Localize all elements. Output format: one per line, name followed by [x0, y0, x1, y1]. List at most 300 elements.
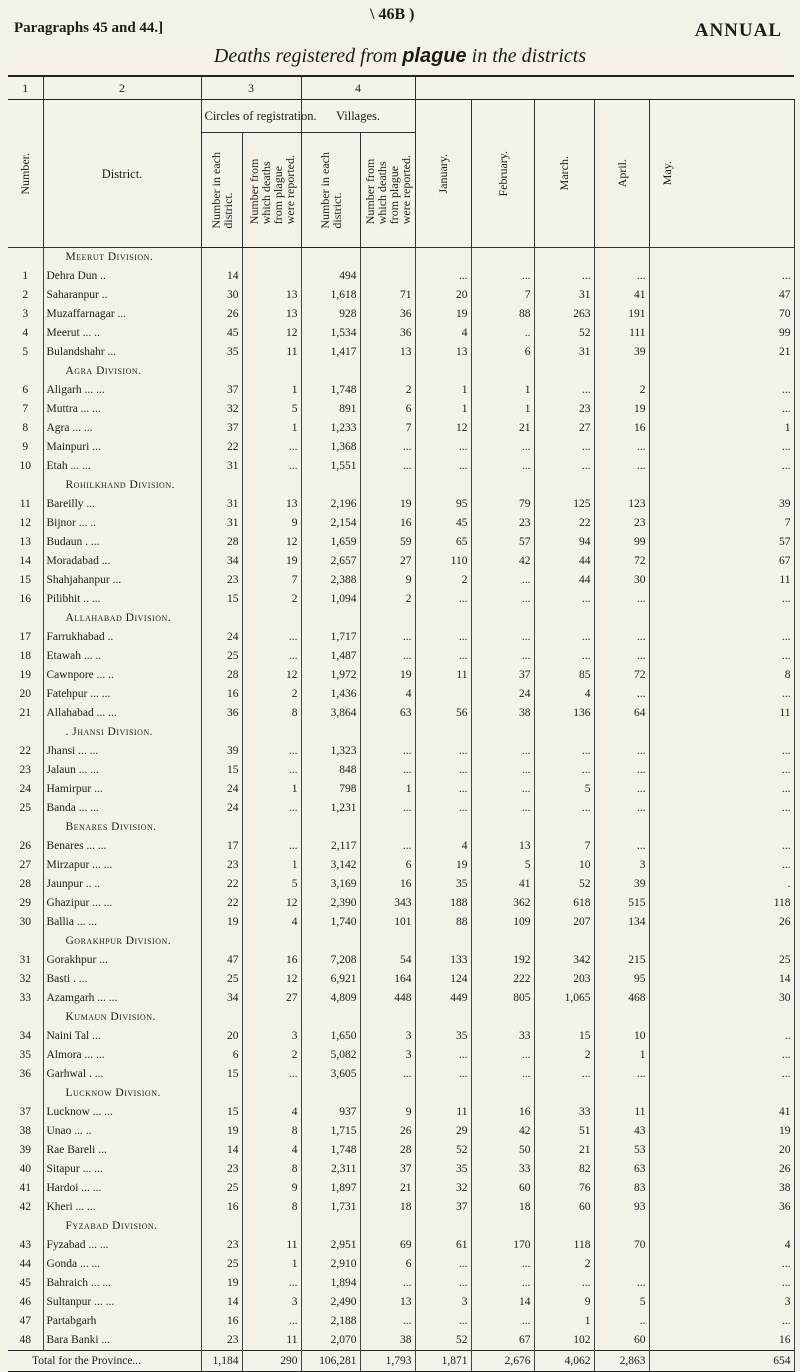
villages-count: 1,368 — [301, 438, 360, 457]
district-name: Gonda ... ... — [43, 1255, 201, 1274]
circles-reported: 9 — [242, 1179, 301, 1198]
division-header-row — [8, 248, 794, 268]
deaths-april: 72 — [594, 666, 649, 685]
empty-cell — [201, 248, 242, 268]
table-row — [8, 1236, 794, 1255]
deaths-february: ... — [471, 780, 534, 799]
villages-count: 891 — [301, 400, 360, 419]
deaths-may: 25 — [649, 951, 794, 970]
empty-cell — [242, 723, 301, 742]
empty-cell — [594, 1084, 649, 1103]
deaths-april: 99 — [594, 533, 649, 552]
empty-cell — [534, 1084, 594, 1103]
row-number: 22 — [8, 742, 43, 761]
empty-cell — [649, 609, 794, 628]
deaths-february: ... — [471, 647, 534, 666]
circles-reported: 16 — [242, 951, 301, 970]
header-circles-number: Number in each district. — [201, 133, 242, 248]
circles-reported: 19 — [242, 552, 301, 571]
deaths-january: 35 — [415, 875, 471, 894]
deaths-january: 12 — [415, 419, 471, 438]
district-name: Banda ... ... — [43, 799, 201, 818]
empty-cell — [8, 723, 43, 742]
row-number: 3 — [8, 305, 43, 324]
circles-count: 15 — [201, 761, 242, 780]
table-row — [8, 1160, 794, 1179]
circles-count: 25 — [201, 1255, 242, 1274]
circles-count: 37 — [201, 419, 242, 438]
deaths-january: 45 — [415, 514, 471, 533]
division-header-row — [8, 818, 794, 837]
empty-cell — [301, 1084, 360, 1103]
deaths-february: ... — [471, 571, 534, 590]
table-row — [8, 685, 794, 704]
villages-count: 7,208 — [301, 951, 360, 970]
empty-cell — [534, 723, 594, 742]
row-number: 41 — [8, 1179, 43, 1198]
empty-cell — [301, 723, 360, 742]
deaths-february: ... — [471, 1274, 534, 1293]
table-subtitle — [0, 45, 800, 68]
table-row — [8, 571, 794, 590]
villages-reported: ... — [360, 837, 415, 856]
deaths-april: ... — [594, 761, 649, 780]
table-row — [8, 1141, 794, 1160]
empty-cell — [8, 476, 43, 495]
deaths-february: 41 — [471, 875, 534, 894]
district-name: Bahraich ... ... — [43, 1274, 201, 1293]
villages-count: 1,659 — [301, 533, 360, 552]
deaths-april: .. — [594, 1312, 649, 1331]
deaths-may: 39 — [649, 495, 794, 514]
villages-reported: 63 — [360, 704, 415, 723]
total-circles: 1,184 — [201, 1351, 242, 1372]
deaths-march: ... — [534, 1274, 594, 1293]
villages-reported: ... — [360, 1065, 415, 1084]
district-name: Meerut ... .. — [43, 324, 201, 343]
total-may: 654 — [649, 1351, 794, 1372]
district-name: Jaunpur .. .. — [43, 875, 201, 894]
deaths-april: ... — [594, 799, 649, 818]
circles-count: 19 — [201, 1274, 242, 1293]
deaths-march: 342 — [534, 951, 594, 970]
villages-reported: 18 — [360, 1198, 415, 1217]
header-february: February. — [471, 100, 534, 248]
row-number: 40 — [8, 1160, 43, 1179]
deaths-january: ... — [415, 628, 471, 647]
circles-reported — [242, 267, 301, 286]
deaths-february: 23 — [471, 514, 534, 533]
deaths-april: 30 — [594, 571, 649, 590]
deaths-april: ... — [594, 628, 649, 647]
district-name: Jalaun ... ... — [43, 761, 201, 780]
villages-count: 2,188 — [301, 1312, 360, 1331]
deaths-february: 42 — [471, 552, 534, 571]
deaths-may: ... — [649, 381, 794, 400]
row-number: 47 — [8, 1312, 43, 1331]
villages-count: 5,082 — [301, 1046, 360, 1065]
deaths-february: 13 — [471, 837, 534, 856]
empty-cell — [242, 362, 301, 381]
circles-count: 20 — [201, 1027, 242, 1046]
empty-cell — [360, 818, 415, 837]
deaths-april: ... — [594, 837, 649, 856]
villages-count: 6,921 — [301, 970, 360, 989]
division-header-row — [8, 1217, 794, 1236]
empty-cell — [471, 476, 534, 495]
table-row — [8, 647, 794, 666]
empty-cell — [594, 609, 649, 628]
table-row — [8, 590, 794, 609]
deaths-january: 13 — [415, 343, 471, 362]
circles-count: 15 — [201, 590, 242, 609]
circles-reported: 8 — [242, 1160, 301, 1179]
table-row — [8, 951, 794, 970]
villages-reported: 28 — [360, 1141, 415, 1160]
deaths-april: 95 — [594, 970, 649, 989]
circles-reported: 8 — [242, 704, 301, 723]
villages-reported: 6 — [360, 1255, 415, 1274]
deaths-february: 7 — [471, 286, 534, 305]
deaths-january: 188 — [415, 894, 471, 913]
row-number: 5 — [8, 343, 43, 362]
deaths-march: ... — [534, 628, 594, 647]
circles-count: 14 — [201, 1141, 242, 1160]
table-row — [8, 457, 794, 476]
empty-cell — [534, 1008, 594, 1027]
circles-count: 31 — [201, 457, 242, 476]
table-row — [8, 438, 794, 457]
empty-cell — [594, 818, 649, 837]
deaths-january: 35 — [415, 1160, 471, 1179]
paragraph-reference: Paragraphs 45 and 44.] — [14, 20, 164, 36]
district-name: Dehra Dun .. — [43, 267, 201, 286]
district-name: Farrukhabad .. — [43, 628, 201, 647]
table-row — [8, 666, 794, 685]
circles-count: 28 — [201, 666, 242, 685]
district-name: Agra ... ... — [43, 419, 201, 438]
row-number: 17 — [8, 628, 43, 647]
villages-reported: 101 — [360, 913, 415, 932]
empty-cell — [360, 609, 415, 628]
empty-cell — [649, 723, 794, 742]
row-number: 18 — [8, 647, 43, 666]
circles-count: 35 — [201, 343, 242, 362]
district-name: Cawnpore ... .. — [43, 666, 201, 685]
empty-cell — [471, 723, 534, 742]
circles-count: 45 — [201, 324, 242, 343]
deaths-january: ... — [415, 1274, 471, 1293]
district-name: Jhansi ... ... — [43, 742, 201, 761]
division-name: Meerut Division. — [43, 248, 201, 268]
empty-cell — [301, 932, 360, 951]
deaths-may: ... — [649, 761, 794, 780]
row-number: 15 — [8, 571, 43, 590]
deaths-march: ... — [534, 742, 594, 761]
circles-reported: 1 — [242, 780, 301, 799]
villages-count: 2,311 — [301, 1160, 360, 1179]
table-row — [8, 324, 794, 343]
empty-cell — [649, 932, 794, 951]
deaths-february: 222 — [471, 970, 534, 989]
empty-cell — [649, 476, 794, 495]
villages-count: 1,094 — [301, 590, 360, 609]
empty-cell — [415, 248, 471, 268]
circles-reported: 2 — [242, 590, 301, 609]
deaths-january: 35 — [415, 1027, 471, 1046]
empty-cell — [471, 362, 534, 381]
empty-cell — [415, 932, 471, 951]
deaths-april: 123 — [594, 495, 649, 514]
deaths-february: 18 — [471, 1198, 534, 1217]
deaths-january: 19 — [415, 305, 471, 324]
empty-cell — [471, 1217, 534, 1236]
empty-cell — [534, 476, 594, 495]
deaths-march: ... — [534, 647, 594, 666]
district-name: Budaun . ... — [43, 533, 201, 552]
deaths-march: 9 — [534, 1293, 594, 1312]
header-villages-number: Number in each district. — [301, 133, 360, 248]
circles-reported: 8 — [242, 1122, 301, 1141]
district-name: Kheri ... ... — [43, 1198, 201, 1217]
empty-cell — [594, 723, 649, 742]
circles-count: 23 — [201, 1160, 242, 1179]
villages-count: 848 — [301, 761, 360, 780]
deaths-may: 38 — [649, 1179, 794, 1198]
empty-cell — [201, 609, 242, 628]
deaths-march: 31 — [534, 343, 594, 362]
deaths-may: ... — [649, 685, 794, 704]
deaths-february: ... — [471, 1255, 534, 1274]
deaths-may: 7 — [649, 514, 794, 533]
villages-reported: 19 — [360, 495, 415, 514]
deaths-january: 37 — [415, 1198, 471, 1217]
villages-reported: 343 — [360, 894, 415, 913]
villages-count: 3,142 — [301, 856, 360, 875]
deaths-may: ... — [649, 457, 794, 476]
deaths-april: ... — [594, 438, 649, 457]
villages-count: 4,809 — [301, 989, 360, 1008]
villages-reported: 448 — [360, 989, 415, 1008]
deaths-march: 44 — [534, 552, 594, 571]
villages-count: 1,487 — [301, 647, 360, 666]
deaths-january: ... — [415, 457, 471, 476]
empty-cell — [534, 1217, 594, 1236]
empty-cell — [534, 248, 594, 268]
deaths-may: ... — [649, 742, 794, 761]
circles-reported: ... — [242, 1065, 301, 1084]
circles-reported: 1 — [242, 381, 301, 400]
villages-reported — [360, 267, 415, 286]
deaths-may: ... — [649, 1274, 794, 1293]
empty-cell — [301, 818, 360, 837]
circles-count: 16 — [201, 1312, 242, 1331]
deaths-april: 468 — [594, 989, 649, 1008]
deaths-january: 61 — [415, 1236, 471, 1255]
total-row — [8, 1351, 794, 1372]
deaths-april: 63 — [594, 1160, 649, 1179]
deaths-may: 47 — [649, 286, 794, 305]
total-february: 2,676 — [471, 1351, 534, 1372]
empty-cell — [8, 1084, 43, 1103]
villages-reported: 164 — [360, 970, 415, 989]
district-name: Hamirpur ... — [43, 780, 201, 799]
deaths-april: 72 — [594, 552, 649, 571]
table-row — [8, 1179, 794, 1198]
villages-count: 928 — [301, 305, 360, 324]
deaths-march: ... — [534, 381, 594, 400]
circles-reported: 13 — [242, 495, 301, 514]
deaths-may: ... — [649, 837, 794, 856]
row-number: 38 — [8, 1122, 43, 1141]
deaths-january: ... — [415, 1046, 471, 1065]
deaths-april: 39 — [594, 343, 649, 362]
total-villages: 106,281 — [301, 1351, 360, 1372]
deaths-may: 4 — [649, 1236, 794, 1255]
deaths-may: ... — [649, 799, 794, 818]
empty-cell — [242, 932, 301, 951]
row-number: 14 — [8, 552, 43, 571]
group-header-row — [8, 100, 794, 133]
deaths-april: 23 — [594, 514, 649, 533]
district-name: Naini Tal ... — [43, 1027, 201, 1046]
villages-count: 494 — [301, 267, 360, 286]
deaths-february: 50 — [471, 1141, 534, 1160]
header-april: April. — [594, 100, 649, 248]
villages-count: 1,551 — [301, 457, 360, 476]
deaths-april: 43 — [594, 1122, 649, 1141]
deaths-april: ... — [594, 742, 649, 761]
deaths-january: 19 — [415, 856, 471, 875]
empty-cell — [534, 818, 594, 837]
circles-reported: ... — [242, 457, 301, 476]
table-row — [8, 1274, 794, 1293]
deaths-may: 16 — [649, 1331, 794, 1351]
deaths-may: 3 — [649, 1293, 794, 1312]
district-name: Ghazipur ... ... — [43, 894, 201, 913]
circles-reported: 4 — [242, 1141, 301, 1160]
deaths-may: 118 — [649, 894, 794, 913]
deaths-february: 42 — [471, 1122, 534, 1141]
deaths-march: 15 — [534, 1027, 594, 1046]
deaths-may: ... — [649, 628, 794, 647]
deaths-march: 31 — [534, 286, 594, 305]
deaths-march: ... — [534, 761, 594, 780]
deaths-february: 1 — [471, 381, 534, 400]
circles-reported: 1 — [242, 1255, 301, 1274]
deaths-february: 60 — [471, 1179, 534, 1198]
row-number: 9 — [8, 438, 43, 457]
circles-count: 23 — [201, 856, 242, 875]
row-number: 16 — [8, 590, 43, 609]
deaths-april: 111 — [594, 324, 649, 343]
villages-count: 1,748 — [301, 381, 360, 400]
villages-reported: ... — [360, 1274, 415, 1293]
header-january: January. — [415, 100, 471, 248]
table-row — [8, 533, 794, 552]
table-row — [8, 552, 794, 571]
circles-count: 36 — [201, 704, 242, 723]
empty-cell — [594, 248, 649, 268]
deaths-april: ... — [594, 647, 649, 666]
villages-reported: 13 — [360, 343, 415, 362]
villages-reported: 59 — [360, 533, 415, 552]
table-row — [8, 1103, 794, 1122]
deaths-march: 60 — [534, 1198, 594, 1217]
villages-reported: 6 — [360, 856, 415, 875]
villages-count: 3,605 — [301, 1065, 360, 1084]
row-number: 21 — [8, 704, 43, 723]
empty-cell — [649, 362, 794, 381]
deaths-may: ... — [649, 400, 794, 419]
deaths-may: 57 — [649, 533, 794, 552]
row-number: 48 — [8, 1331, 43, 1351]
circles-reported: ... — [242, 742, 301, 761]
subtitle-pre: Deaths registered from — [213, 45, 403, 67]
villages-reported: 19 — [360, 666, 415, 685]
row-number: 2 — [8, 286, 43, 305]
circles-count: 22 — [201, 894, 242, 913]
circles-reported: ... — [242, 628, 301, 647]
deaths-may: 8 — [649, 666, 794, 685]
division-header-row — [8, 1008, 794, 1027]
deaths-march: 207 — [534, 913, 594, 932]
empty-cell — [360, 1217, 415, 1236]
division-name: Lucknow Division. — [43, 1084, 201, 1103]
report-title: ANNUAL — [694, 20, 782, 41]
deaths-may: ... — [649, 590, 794, 609]
circles-reported: 2 — [242, 1046, 301, 1065]
villages-reported: ... — [360, 799, 415, 818]
deaths-january: 20 — [415, 286, 471, 305]
villages-reported: ... — [360, 647, 415, 666]
villages-reported: 71 — [360, 286, 415, 305]
empty-cell — [415, 818, 471, 837]
circles-count: 26 — [201, 305, 242, 324]
deaths-february: 14 — [471, 1293, 534, 1312]
district-name: Lucknow ... ... — [43, 1103, 201, 1122]
row-number: 6 — [8, 381, 43, 400]
deaths-march: 76 — [534, 1179, 594, 1198]
deaths-january: ... — [415, 647, 471, 666]
total-label: Total for the Province... — [8, 1351, 201, 1372]
empty-cell — [242, 818, 301, 837]
empty-cell — [471, 1008, 534, 1027]
row-number: 44 — [8, 1255, 43, 1274]
header-circles-group: Circles of registration. — [201, 100, 301, 133]
deaths-may: ... — [649, 267, 794, 286]
circles-reported: 12 — [242, 894, 301, 913]
deaths-february: 21 — [471, 419, 534, 438]
deaths-february: 170 — [471, 1236, 534, 1255]
division-name: . Jhansi Division. — [43, 723, 201, 742]
empty-cell — [301, 362, 360, 381]
deaths-february: 362 — [471, 894, 534, 913]
deaths-may: 70 — [649, 305, 794, 324]
deaths-april: 134 — [594, 913, 649, 932]
deaths-march: 51 — [534, 1122, 594, 1141]
empty-cell — [8, 1217, 43, 1236]
circles-reported: 1 — [242, 856, 301, 875]
deaths-april: 19 — [594, 400, 649, 419]
district-name: Bulandshahr ... — [43, 343, 201, 362]
circles-reported: 4 — [242, 913, 301, 932]
villages-reported: 37 — [360, 1160, 415, 1179]
deaths-february: ... — [471, 457, 534, 476]
empty-cell — [471, 932, 534, 951]
deaths-march: 44 — [534, 571, 594, 590]
villages-reported: 27 — [360, 552, 415, 571]
